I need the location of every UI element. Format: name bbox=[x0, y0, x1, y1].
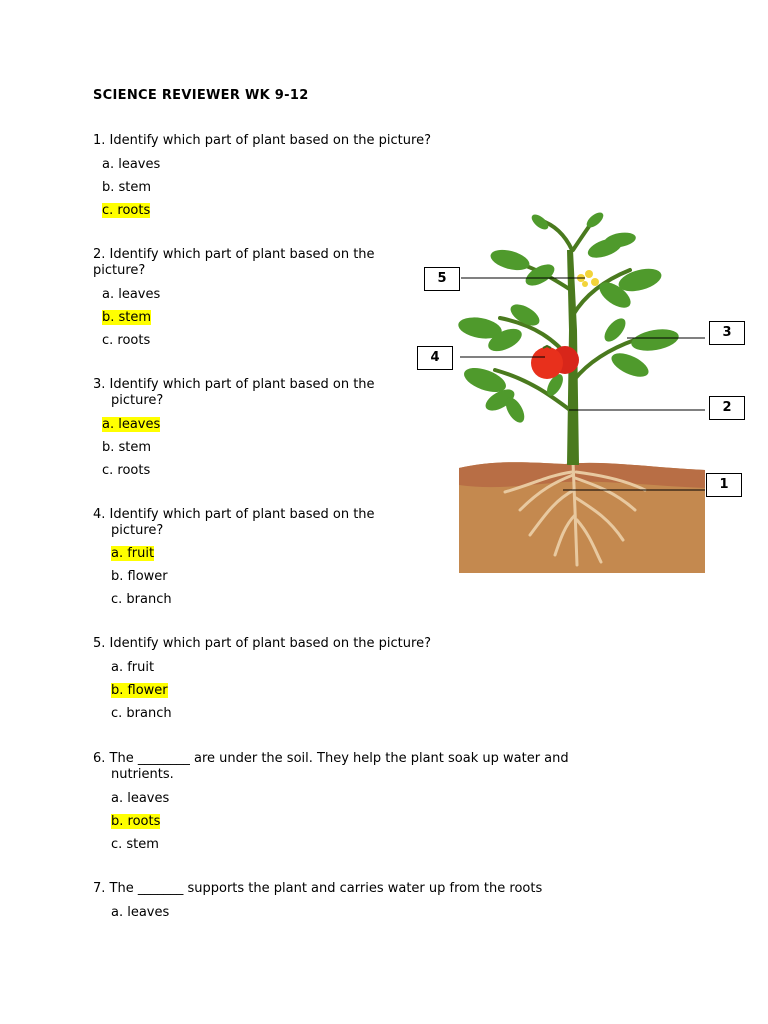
q1-option-a: a. leaves bbox=[102, 157, 161, 172]
q4-option-b: b. flower bbox=[111, 569, 168, 584]
q2-option-a: a. leaves bbox=[102, 287, 161, 302]
question-6: 6. The ________ are under the soil. They help the plant soak up water and nutrients. bbox=[93, 751, 569, 782]
q2-option-c: c. roots bbox=[102, 333, 151, 348]
label-box-2: 2 bbox=[709, 396, 745, 420]
q1-option-c-answer: c. roots bbox=[102, 203, 151, 218]
question-7: 7. The _______ supports the plant and carries water up from the roots bbox=[93, 881, 543, 896]
question-1: 1. Identify which part of plant based on the picture? bbox=[93, 133, 431, 148]
q6-option-a: a. leaves bbox=[111, 791, 170, 806]
q6-option-c: c. stem bbox=[111, 837, 159, 852]
q4-option-c: c. branch bbox=[111, 592, 172, 607]
q3-option-b: b. stem bbox=[102, 440, 152, 455]
label-box-5: 5 bbox=[424, 267, 460, 291]
question-5: 5. Identify which part of plant based on the picture? bbox=[93, 636, 431, 651]
q5-option-a: a. fruit bbox=[111, 660, 155, 675]
q4-option-a-answer: a. fruit bbox=[111, 546, 155, 561]
question-4: 4. Identify which part of plant based on the picture? bbox=[93, 507, 375, 538]
q7-option-a: a. leaves bbox=[111, 905, 170, 920]
q2-option-b-answer: b. stem bbox=[102, 310, 152, 325]
label-box-4: 4 bbox=[417, 346, 453, 370]
q5-option-b-answer: b. flower bbox=[111, 683, 168, 698]
question-2: 2. Identify which part of plant based on the picture? bbox=[93, 247, 375, 278]
question-3: 3. Identify which part of plant based on the picture? bbox=[93, 377, 375, 408]
q3-option-a-answer: a. leaves bbox=[102, 417, 161, 432]
q6-option-b-answer: b. roots bbox=[111, 814, 161, 829]
q5-option-c: c. branch bbox=[111, 706, 172, 721]
plant-diagram bbox=[455, 210, 715, 580]
page-title: SCIENCE REVIEWER WK 9-12 bbox=[93, 88, 309, 103]
q3-option-c: c. roots bbox=[102, 463, 151, 478]
q1-option-b: b. stem bbox=[102, 180, 152, 195]
label-box-1: 1 bbox=[706, 473, 742, 497]
label-box-3: 3 bbox=[709, 321, 745, 345]
